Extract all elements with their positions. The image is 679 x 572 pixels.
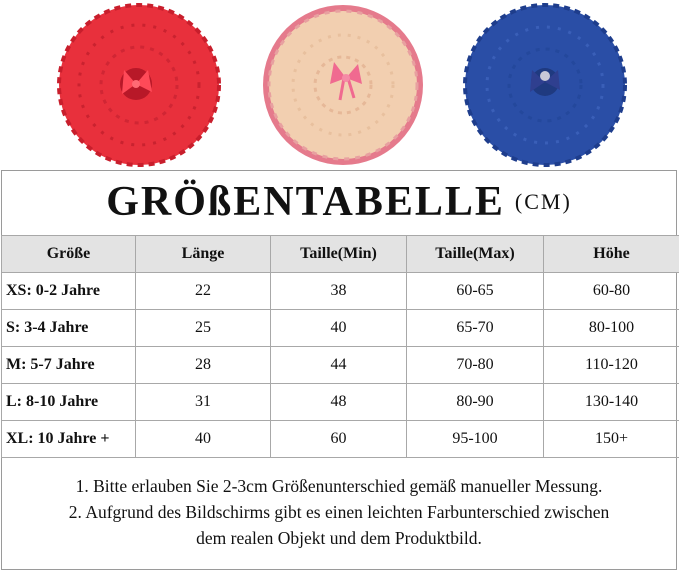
length-cell: 22 [136,273,271,310]
size-cell: L: 8-10 Jahre [2,384,136,421]
size-notes [2,473,676,551]
size-cell: S: 3-4 Jahre [2,310,136,347]
size-chart-panel [1,170,677,570]
size-cell: M: 5-7 Jahre [2,347,136,384]
champagne-tutu-image [258,0,428,170]
product-photos [0,0,679,170]
header-waist-min: Taille(Min) [271,236,407,273]
height-cell: 60-80 [544,273,679,310]
waist-min-cell: 40 [271,310,407,347]
length-cell: 25 [136,310,271,347]
length-cell: 28 [136,347,271,384]
waist-min-cell: 38 [271,273,407,310]
waist-max-cell: 80-90 [407,384,544,421]
height-cell: 80-100 [544,310,679,347]
red-tutu-image [54,0,224,170]
waist-min-cell: 60 [271,421,407,458]
table-row [2,384,679,421]
waist-max-cell: 65-70 [407,310,544,347]
header-waist-max: Taille(Max) [407,236,544,273]
length-cell: 40 [136,421,271,458]
size-table [1,235,679,458]
note-color-difference: 2. Aufgrund des Bildschirms gibt es einen leichten Farbunterschied zwischen [68,502,610,522]
waist-max-cell: 95-100 [407,421,544,458]
waist-min-cell: 48 [271,384,407,421]
note-color-difference-continued: dem realen Objekt und dem Produktbild. [196,528,482,548]
waist-max-cell: 60-65 [407,273,544,310]
table-header-row [2,236,679,273]
height-cell: 110-120 [544,347,679,384]
table-row [2,273,679,310]
header-size: Größe [2,236,136,273]
note-measurement: 1. Bitte erlauben Sie 2-3cm Größenunterschied gemäß manueller Messung. [75,476,603,496]
header-length: Länge [136,236,271,273]
table-row [2,347,679,384]
waist-max-cell: 70-80 [407,347,544,384]
size-chart-title [2,171,676,233]
height-cell: 150+ [544,421,679,458]
size-chart-heading: GRÖßENTABELLE [106,179,505,225]
size-cell: XL: 10 Jahre + [2,421,136,458]
length-cell: 31 [136,384,271,421]
table-row [2,310,679,347]
height-cell: 130-140 [544,384,679,421]
header-height: Höhe [544,236,679,273]
size-chart-unit: (CM) [514,189,572,214]
table-row [2,421,679,458]
blue-tutu-image [460,0,630,170]
size-cell: XS: 0-2 Jahre [2,273,136,310]
waist-min-cell: 44 [271,347,407,384]
